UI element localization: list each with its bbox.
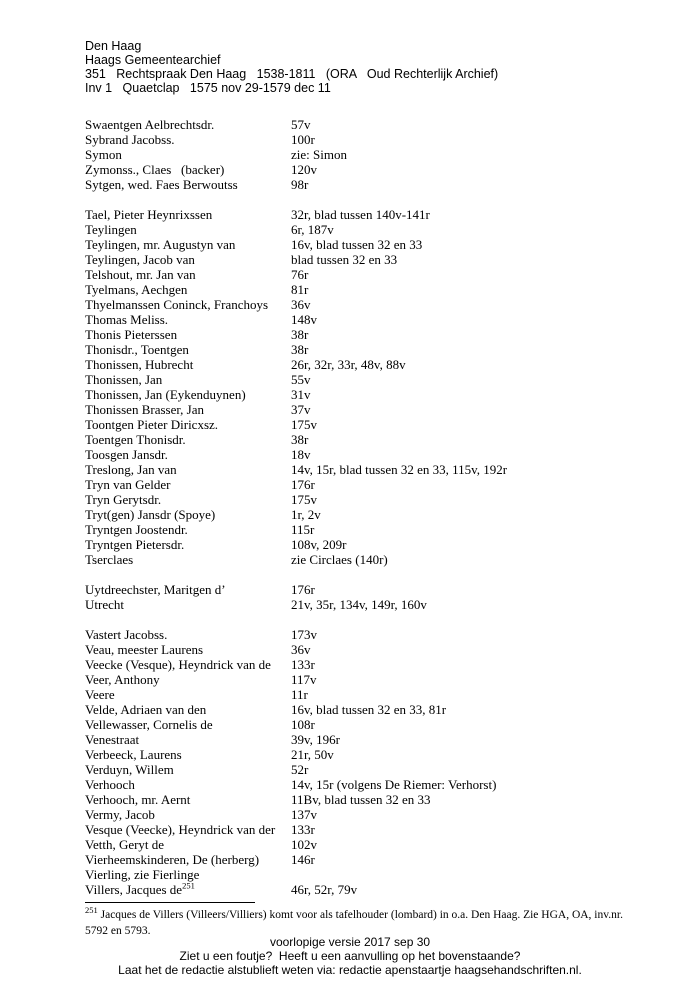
document-header <box>85 39 670 95</box>
entry-refs: 36v <box>291 297 311 312</box>
entry-name: Toontgen Pieter Diricxsz. <box>85 417 219 432</box>
index-row <box>85 852 670 867</box>
entry-name: Vetth, Geryt de <box>85 837 165 852</box>
entry-refs: zie: Simon <box>291 147 347 162</box>
index-row <box>85 762 670 777</box>
index-row <box>85 657 670 672</box>
index-row <box>85 207 670 222</box>
entry-refs: 14v, 15r, blad tussen 32 en 33, 115v, 192r <box>291 462 508 477</box>
index-row <box>85 462 670 477</box>
entry-name: Tryn van Gelder <box>85 477 171 492</box>
entry-refs: 55v <box>291 372 311 387</box>
index-row <box>85 687 670 702</box>
entry-refs: 39v, 196r <box>291 732 340 747</box>
entry-refs: 146r <box>291 852 315 867</box>
entry-name: Verbeeck, Laurens <box>85 747 182 762</box>
index-row <box>85 642 670 657</box>
header-archive: Haags Gemeentearchief <box>85 53 221 67</box>
index-row <box>85 312 670 327</box>
index-row <box>85 357 670 372</box>
entry-refs: 176r <box>291 582 315 597</box>
index-row <box>85 417 670 432</box>
entry-name: Thonissen, Jan (Eykenduynen) <box>85 387 246 402</box>
entry-refs: 46r, 52r, 79v <box>291 882 358 897</box>
entry-refs: 18v <box>291 447 311 462</box>
index-row <box>85 267 670 282</box>
index-row <box>85 477 670 492</box>
index-row <box>85 432 670 447</box>
entry-name: Toosgen Jansdr. <box>85 447 168 462</box>
footnote-text: Jacques de Villers (Villeers/Villiers) komt voor als tafelhouder (lombard) in o.a. Den Haag. Zie HGA, OA, inv.nr. 5792 en 5793. <box>85 909 623 937</box>
entry-name: Telshout, mr. Jan van <box>85 267 196 282</box>
index-row <box>85 402 670 417</box>
index-row <box>85 177 670 192</box>
entry-refs: 175v <box>291 417 317 432</box>
index-row <box>85 747 670 762</box>
entry-refs: 21v, 35r, 134v, 149r, 160v <box>291 597 427 612</box>
entry-name: Tyelmans, Aechgen <box>85 282 188 297</box>
index-row <box>85 522 670 537</box>
entry-name: Verhooch, mr. Aernt <box>85 792 191 807</box>
index-group <box>85 627 670 897</box>
entry-name: Sybrand Jacobss. <box>85 132 175 147</box>
entry-name: Tserclaes <box>85 552 134 567</box>
entry-refs: 16v, blad tussen 32 en 33, 81r <box>291 702 447 717</box>
entry-name: Teylingen, mr. Augustyn van <box>85 237 236 252</box>
entry-name: Tryntgen Pietersdr. <box>85 537 185 552</box>
index-group <box>85 207 670 567</box>
index-row <box>85 297 670 312</box>
entry-refs: 31v <box>291 387 311 402</box>
entry-refs: 38r <box>291 342 309 357</box>
index-row <box>85 327 670 342</box>
entry-refs: 14v, 15r (volgens De Riemer: Verhorst) <box>291 777 497 792</box>
entry-name: Treslong, Jan van <box>85 462 177 477</box>
index-row <box>85 717 670 732</box>
index-row <box>85 822 670 837</box>
entry-refs: 21r, 50v <box>291 747 334 762</box>
entry-refs: 108v, 209r <box>291 537 347 552</box>
index-row <box>85 132 670 147</box>
index-row <box>85 147 670 162</box>
entry-refs: 102v <box>291 837 317 852</box>
entry-refs: 37v <box>291 402 311 417</box>
entry-refs: 137v <box>291 807 317 822</box>
index-group <box>85 582 670 612</box>
entry-refs: 117v <box>291 672 317 687</box>
entry-name: Vermy, Jacob <box>85 807 155 822</box>
index-row <box>85 792 670 807</box>
document-footer <box>0 935 700 977</box>
footnote-marker: 251 <box>85 905 98 916</box>
index-row <box>85 342 670 357</box>
entry-refs: 6r, 187v <box>291 222 334 237</box>
index-row <box>85 582 670 597</box>
entry-name: Symon <box>85 147 122 162</box>
index-group <box>85 117 670 192</box>
index-row <box>85 372 670 387</box>
entry-name: Teylingen <box>85 222 137 237</box>
entry-refs: 98r <box>291 177 309 192</box>
entry-name: Tryn Gerytsdr. <box>85 492 162 507</box>
entry-refs: 120v <box>291 162 317 177</box>
header-fonds: 351 Rechtspraak Den Haag 1538-1811 (ORA Oud Rechterlijk Archief) <box>85 67 499 81</box>
header-inventory: Inv 1 Quaetclap 1575 nov 29-1579 dec 11 <box>85 81 331 95</box>
index-row <box>85 867 670 882</box>
index-row <box>85 837 670 852</box>
entry-name: Thomas Meliss. <box>85 312 169 327</box>
entry-name: Sytgen, wed. Faes Berwoutss <box>85 177 238 192</box>
entry-name: Verduyn, Willem <box>85 762 174 777</box>
entry-refs: 115r <box>291 522 315 537</box>
footnote-ref: 251 <box>182 880 195 891</box>
entry-name: Vastert Jacobss. <box>85 627 168 642</box>
index-row <box>85 597 670 612</box>
index-row <box>85 732 670 747</box>
index-row <box>85 537 670 552</box>
index-row <box>85 807 670 822</box>
entry-name: Zymonss., Claes (backer) <box>85 162 225 177</box>
entry-refs: 81r <box>291 282 309 297</box>
entry-name: Toentgen Thonisdr. <box>85 432 186 447</box>
entry-refs: 133r <box>291 822 315 837</box>
entry-name: Villers, Jacques $de^{251}$ <box>85 880 195 897</box>
entry-refs: 26r, 32r, 33r, 48v, 88v <box>291 357 406 372</box>
index-row <box>85 237 670 252</box>
entry-refs: 38r <box>291 432 309 447</box>
entry-name: Vierling, zie Fierlinge <box>85 867 200 882</box>
index-row <box>85 777 670 792</box>
entry-refs: blad tussen 32 en 33 <box>291 252 398 267</box>
entry-name: Vellewasser, Cornelis de <box>85 717 213 732</box>
entry-name: Swaentgen Aelbrechtsdr. <box>85 117 215 132</box>
entry-refs: 108r <box>291 717 315 732</box>
entry-name: Uytdreechster, Maritgen d’ <box>85 582 226 597</box>
index-row <box>85 627 670 642</box>
entry-refs: 175v <box>291 492 317 507</box>
footer-contact: Laat het de redactie alstublieft weten via: redactie apenstaartje haagsehandschriften.nl. <box>118 963 582 977</box>
entry-refs: 11r <box>291 687 308 702</box>
entry-name: Teylingen, Jacob van <box>85 252 195 267</box>
index-row <box>85 117 670 132</box>
entry-refs: 148v <box>291 312 317 327</box>
header-place: Den Haag <box>85 39 142 53</box>
entry-name: Thonissen Brasser, Jan <box>85 402 204 417</box>
entry-name: Venestraat <box>85 732 140 747</box>
entry-name: Thonis Pieterssen <box>85 327 178 342</box>
entry-name: Thyelmanssen Coninck, Franchoys <box>85 297 269 312</box>
index-row <box>85 252 670 267</box>
entry-name: Thonissen, Hubrecht <box>85 357 194 372</box>
entry-refs: 16v, blad tussen 32 en 33 <box>291 237 423 252</box>
entry-name: Velde, Adriaen van den <box>85 702 207 717</box>
entry-name: Utrecht <box>85 597 124 612</box>
footnote-divider <box>85 902 255 903</box>
entry-name: Vierheemskinderen, De (herberg) <box>85 852 260 867</box>
entry-refs: 38r <box>291 327 309 342</box>
entry-refs: 32r, blad tussen 140v-141r <box>291 207 430 222</box>
index-row <box>85 162 670 177</box>
index-row <box>85 552 670 567</box>
entry-refs: 100r <box>291 132 315 147</box>
entry-name: Vesque (Veecke), Heyndrick van der <box>85 822 276 837</box>
index-row <box>85 702 670 717</box>
entry-refs: 57v <box>291 117 311 132</box>
entry-refs: 76r <box>291 267 309 282</box>
footer-question: Ziet u een foutje? Heeft u een aanvulling op het bovenstaande? <box>179 949 521 963</box>
entry-refs: 176r <box>291 477 315 492</box>
index-row <box>85 387 670 402</box>
entry-name: Veer, Anthony <box>85 672 160 687</box>
entry-name: Thonissen, Jan <box>85 372 163 387</box>
footer-version: voorlopige versie 2017 sep 30 <box>269 935 431 949</box>
entry-name: Veau, meester Laurens <box>85 642 204 657</box>
entry-name: Verhooch <box>85 777 135 792</box>
entry-name: Thonisdr., Toentgen <box>85 342 189 357</box>
index-row <box>85 447 670 462</box>
index-row <box>85 672 670 687</box>
entry-refs: 173v <box>291 627 317 642</box>
entry-name: Veecke (Vesque), Heyndrick van de <box>85 657 271 672</box>
entry-name: Tael, Pieter Heynrixssen <box>85 207 213 222</box>
entry-refs: 133r <box>291 657 315 672</box>
entry-refs: 52r <box>291 762 309 777</box>
entry-refs: 1r, 2v <box>291 507 321 522</box>
index-row <box>85 222 670 237</box>
index-row <box>85 492 670 507</box>
entry-name: Tryntgen Joostendr. <box>85 522 188 537</box>
index-row <box>85 282 670 297</box>
index-row <box>85 882 670 897</box>
entry-name: Tryt(gen) Jansdr (Spoye) <box>85 507 216 522</box>
entry-refs: 11Bv, blad tussen 32 en 33 <box>291 792 431 807</box>
entry-name: Veere <box>85 687 115 702</box>
index-list <box>85 117 670 897</box>
index-row <box>85 507 670 522</box>
entry-refs: zie Circlaes (140r) <box>291 552 388 567</box>
entry-refs: 36v <box>291 642 311 657</box>
